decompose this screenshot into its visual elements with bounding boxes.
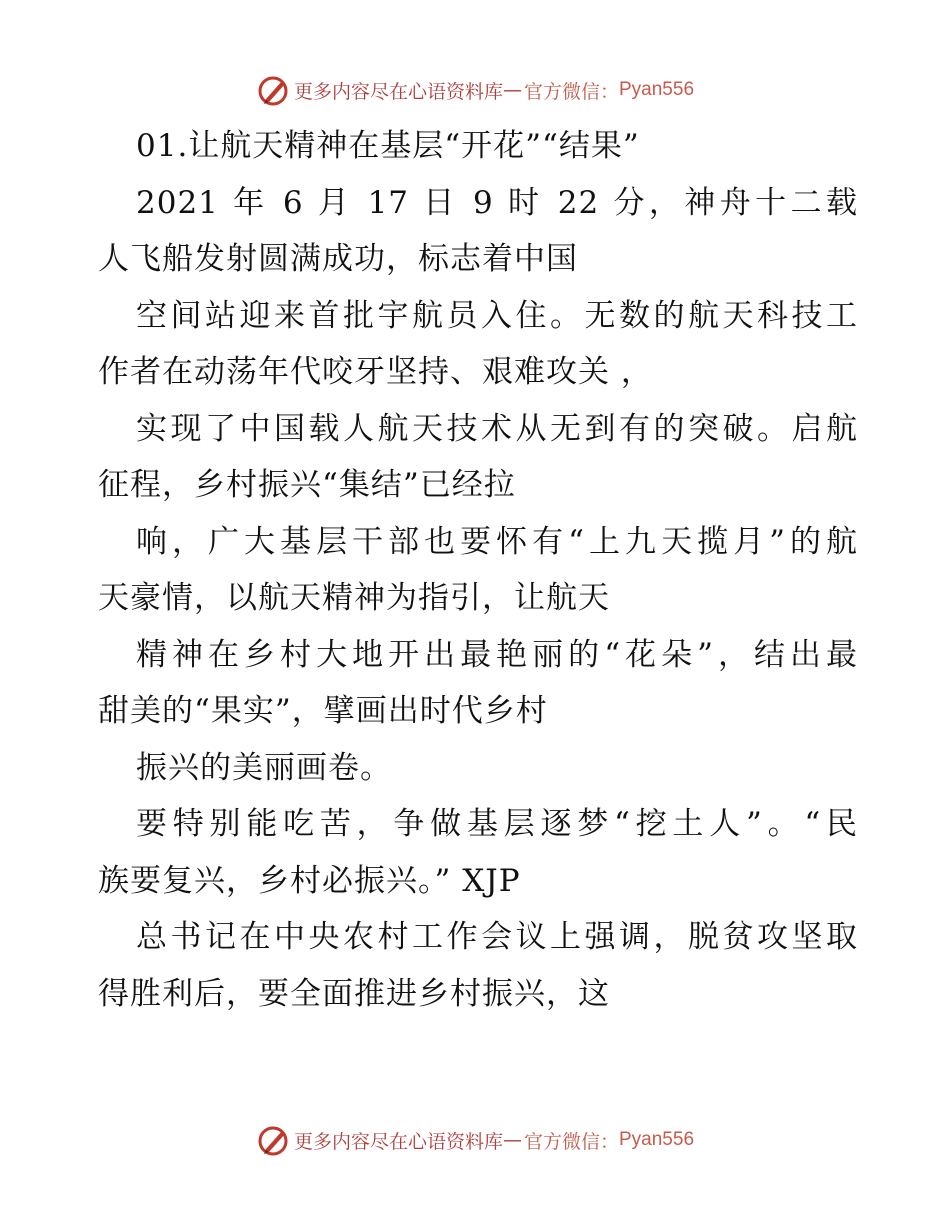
pen-logo-icon xyxy=(256,73,290,107)
text-line: 征程，乡村振兴“集结”已经拉 xyxy=(98,467,516,503)
watermark-dash: — xyxy=(502,1129,522,1151)
text-line: 实现了中国载人航天技术从无到有的突破。启航 xyxy=(136,410,858,447)
watermark-wechat-id: Pyan556 xyxy=(619,1129,695,1150)
text-line: 作者在动荡年代咬牙坚持、艰难攻关 ， xyxy=(98,354,653,390)
text-line: 得胜利后，要全面推进乡村振兴，这 xyxy=(98,975,610,1012)
document-body xyxy=(98,118,858,1022)
text-line: 总书记在中央农村工作会议上强调，脱贫攻坚取 xyxy=(136,919,858,955)
text-line: 人飞船发射圆满成功，标志着中国 xyxy=(98,241,578,277)
watermark-dash: — xyxy=(502,79,522,101)
watermark-text: 更多内容尽在心语资料库 xyxy=(293,1130,503,1153)
text-line: 要特别能吃苦，争做基层逐梦“挖土人”。“民 xyxy=(136,806,858,842)
pen-logo-icon xyxy=(256,1123,290,1157)
watermark-header xyxy=(0,70,950,110)
text-line: 响，广大基层干部也要怀有“上九天揽月”的航 xyxy=(136,523,858,560)
text-line: 甜美的“果实”，擘画出时代乡村 xyxy=(98,693,548,729)
watermark-wechat-label: 官方微信： xyxy=(523,1130,619,1153)
watermark-wechat-id: Pyan556 xyxy=(619,79,695,100)
text-line: 精神在乡村大地开出最艳丽的“花朵”，结出最 xyxy=(136,636,858,673)
text-line: 族要复兴，乡村必振兴。” XJP xyxy=(98,862,521,899)
watermark-wechat-label: 官方微信： xyxy=(523,80,619,103)
text-line: 空间站迎来首批宇航员入住。无数的航天科技工 xyxy=(136,297,858,334)
watermark-text: 更多内容尽在心语资料库 xyxy=(293,80,503,103)
section-heading: 01.让航天精神在基层“开花”“结果” xyxy=(136,128,640,164)
watermark-footer xyxy=(0,1120,950,1160)
text-line: 天豪情，以航天精神为指引，让航天 xyxy=(98,580,610,616)
text-line: 振兴的美丽画卷。 xyxy=(136,749,392,786)
text-line: 2021 年 6 月 17 日 9 时 22 分，神舟十二载 xyxy=(136,184,858,221)
